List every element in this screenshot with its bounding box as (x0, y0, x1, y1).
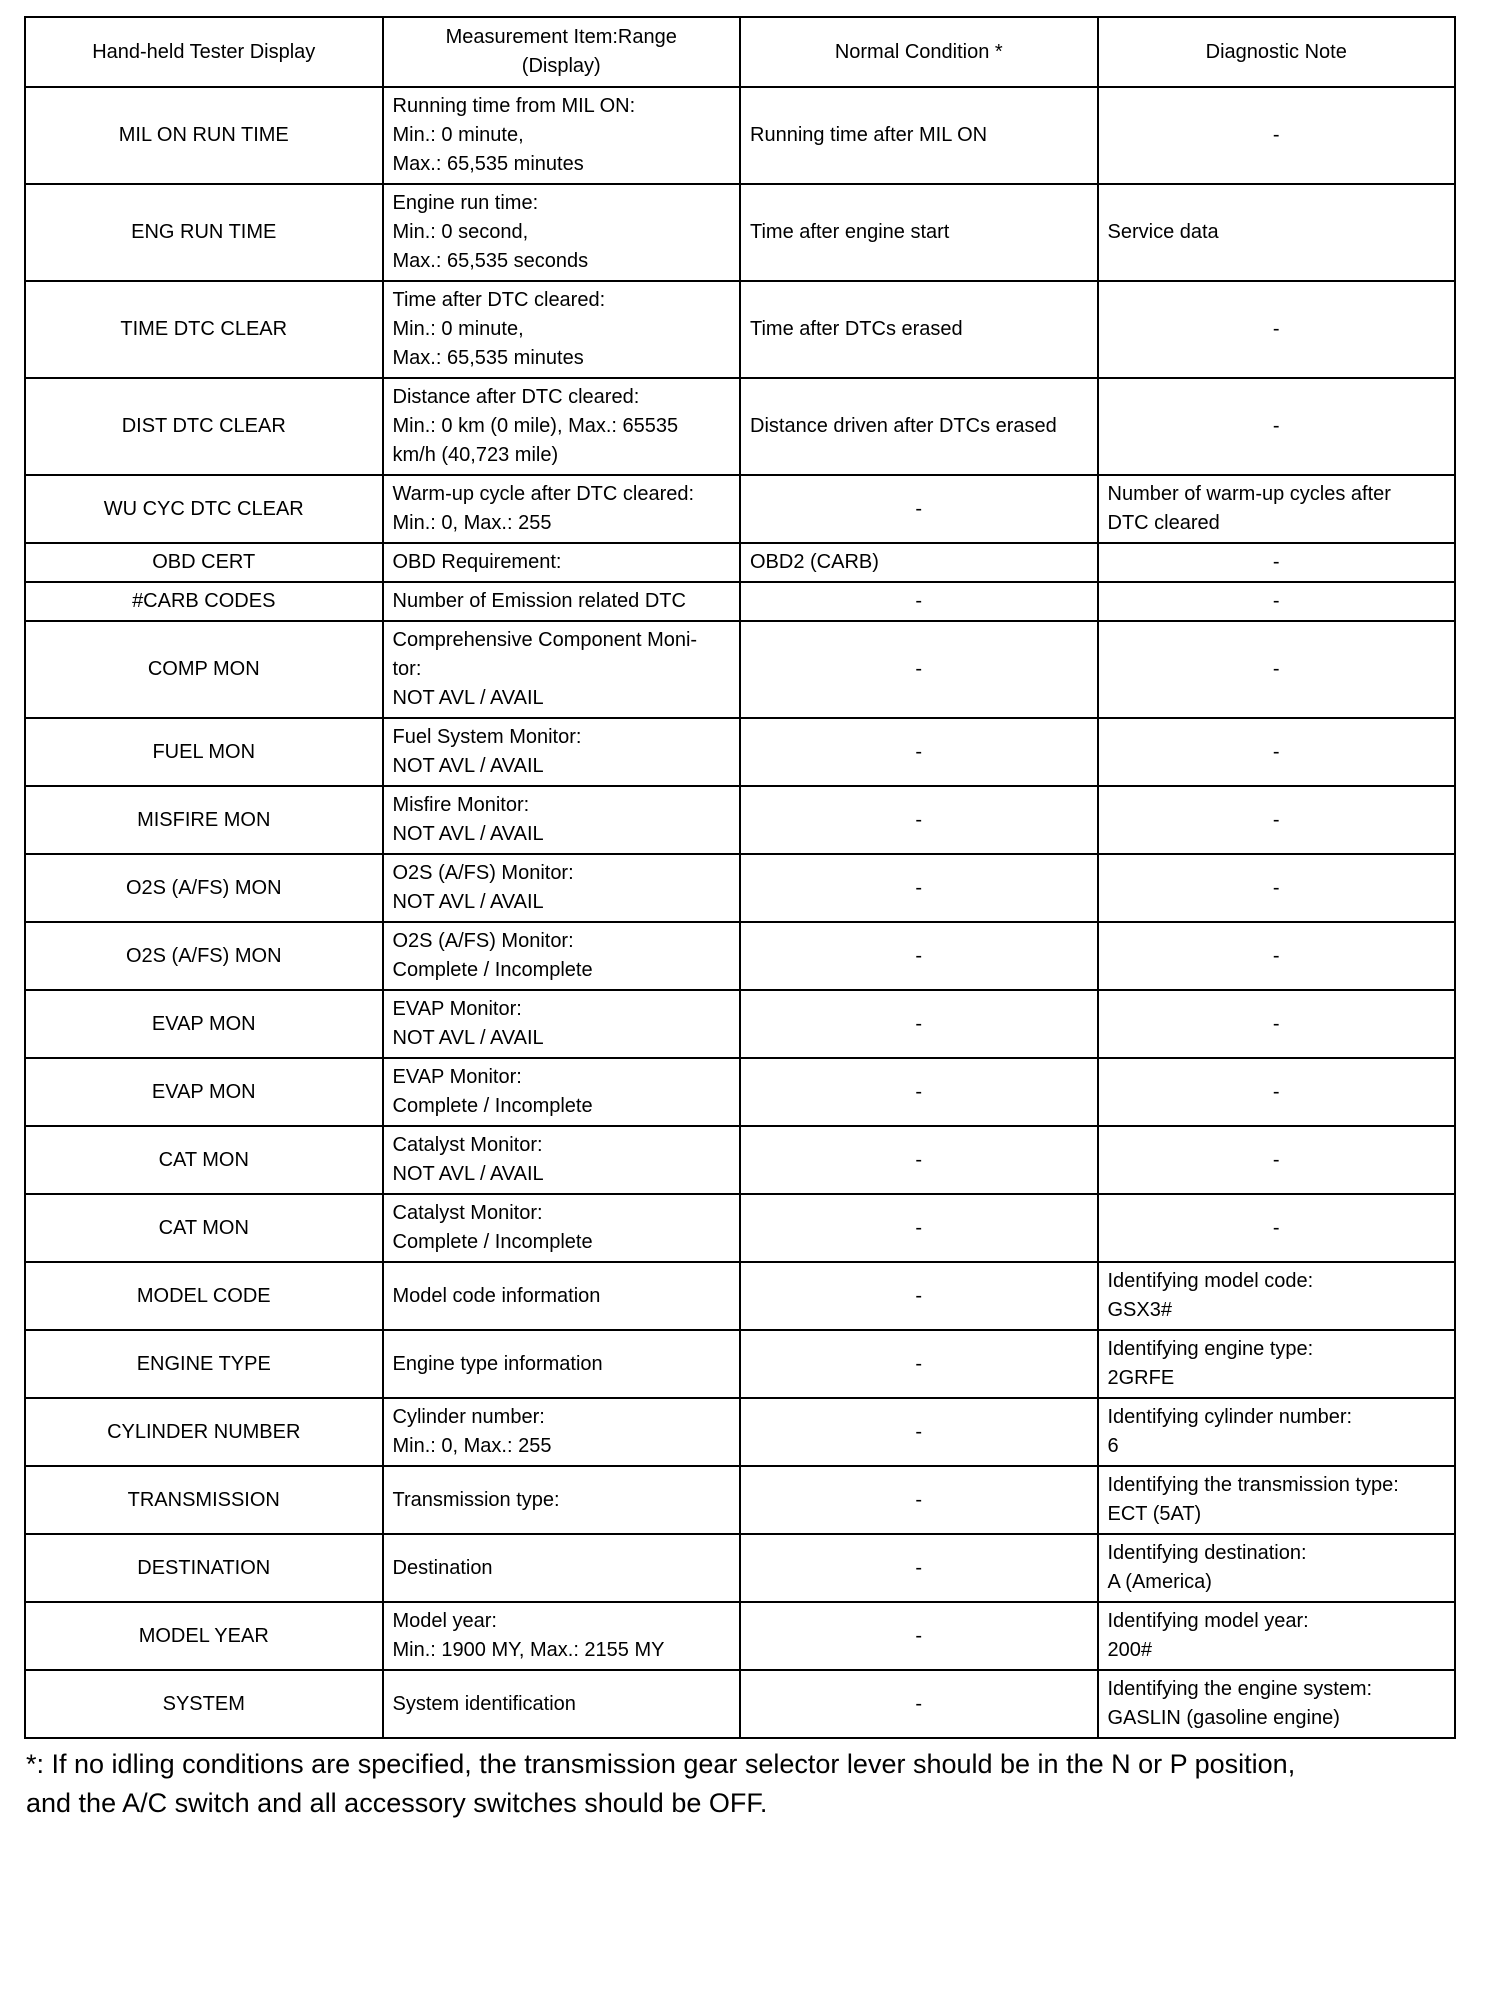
cell-tester-display-line: WU CYC DTC CLEAR (103, 497, 304, 520)
cell-normal-condition (740, 1670, 1098, 1738)
cell-normal-condition-line: OBD2 (CARB) (750, 551, 879, 573)
cell-normal-condition (740, 378, 1098, 475)
footnote-line-1: *: If no idling conditions are specified, the transmission gear selector lever should be in the N or P position, (26, 1749, 1296, 1779)
cell-measurement-range-line: EVAP Monitor: (392, 1066, 522, 1088)
cell-diagnostic-note-line: GASLIN (gasoline engine) (1107, 1707, 1340, 1729)
cell-measurement-range (383, 786, 741, 854)
header-measurement-range-line: Measurement Item:Range (445, 26, 677, 48)
table-row (25, 378, 1455, 475)
table-body (25, 87, 1455, 1738)
cell-diagnostic-note (1098, 1262, 1456, 1330)
cell-tester-display-line: EVAP MON (151, 1080, 256, 1103)
table-row (25, 621, 1455, 718)
cell-tester-display (25, 281, 383, 378)
cell-normal-condition-line: - (915, 1352, 923, 1375)
cell-tester-display-line: FUEL MON (152, 740, 256, 763)
cell-normal-condition-line: - (915, 658, 923, 680)
cell-normal-condition (740, 582, 1098, 621)
cell-diagnostic-note (1098, 854, 1456, 922)
cell-tester-display-line: DIST DTC CLEAR (121, 415, 286, 437)
cell-measurement-range-line: Misfire Monitor: (392, 794, 530, 816)
cell-tester-display-line: O2S (A/FS) MON (125, 944, 282, 967)
cell-tester-display-line: ENGINE TYPE (136, 1352, 271, 1375)
cell-diagnostic-note (1098, 475, 1456, 543)
cell-normal-condition-line: - (915, 1624, 923, 1647)
cell-tester-display (25, 543, 383, 582)
cell-tester-display (25, 582, 383, 621)
data-list-page (24, 16, 1456, 1823)
cell-diagnostic-note-line: Identifying model year: (1107, 1610, 1309, 1632)
table-row (25, 184, 1455, 281)
cell-measurement-range (383, 1194, 741, 1262)
cell-measurement-range (383, 543, 741, 582)
cell-diagnostic-note-line: - (1272, 318, 1280, 340)
cell-diagnostic-note (1098, 87, 1456, 184)
cell-measurement-range-line: Min.: 0, Max.: 255 (392, 512, 552, 534)
cell-tester-display-line: O2S (A/FS) MON (125, 876, 282, 899)
cell-measurement-range (383, 1534, 741, 1602)
header-normal-condition (740, 17, 1098, 87)
cell-measurement-range (383, 1262, 741, 1330)
cell-diagnostic-note-line: Identifying the transmission type: (1107, 1474, 1399, 1496)
cell-normal-condition (740, 718, 1098, 786)
cell-normal-condition (740, 1466, 1098, 1534)
cell-diagnostic-note (1098, 184, 1456, 281)
table-row (25, 1330, 1455, 1398)
header-measurement-range-line: (Display) (521, 55, 601, 77)
footnote (24, 1745, 1456, 1823)
cell-normal-condition-line: Distance driven after DTCs erased (750, 415, 1057, 437)
cell-tester-display-line: MODEL CODE (136, 1284, 271, 1307)
cell-measurement-range-line: tor: (392, 658, 422, 680)
cell-normal-condition-line: - (915, 876, 923, 899)
cell-tester-display (25, 1398, 383, 1466)
cell-tester-display-line: SYSTEM (162, 1692, 245, 1715)
cell-normal-condition (740, 786, 1098, 854)
table-row (25, 281, 1455, 378)
header-diagnostic-note (1098, 17, 1456, 87)
cell-tester-display-line: MISFIRE MON (137, 808, 271, 831)
cell-measurement-range-line: Engine run time: (392, 192, 539, 214)
cell-diagnostic-note-line: - (1272, 740, 1280, 763)
cell-measurement-range-line: NOT AVL / AVAIL (392, 823, 544, 845)
cell-diagnostic-note-line: 6 (1107, 1435, 1119, 1457)
cell-tester-display-line: COMP MON (147, 658, 260, 680)
cell-measurement-range (383, 854, 741, 922)
header-tester-display-label: Hand-held Tester Display (92, 40, 316, 63)
cell-tester-display (25, 1126, 383, 1194)
cell-measurement-range (383, 378, 741, 475)
cell-normal-condition-line: Running time after MIL ON (750, 124, 988, 146)
cell-diagnostic-note (1098, 718, 1456, 786)
cell-normal-condition (740, 1194, 1098, 1262)
cell-diagnostic-note-line: Identifying cylinder number: (1107, 1406, 1353, 1428)
cell-normal-condition (740, 543, 1098, 582)
table-row (25, 582, 1455, 621)
cell-measurement-range (383, 475, 741, 543)
table-row (25, 990, 1455, 1058)
cell-measurement-range-line: NOT AVL / AVAIL (392, 891, 544, 913)
cell-diagnostic-note (1098, 543, 1456, 582)
cell-normal-condition (740, 922, 1098, 990)
cell-diagnostic-note (1098, 1398, 1456, 1466)
cell-diagnostic-note-line: - (1272, 1148, 1280, 1171)
data-list-table (24, 16, 1456, 1739)
cell-diagnostic-note (1098, 1602, 1456, 1670)
cell-diagnostic-note-line: - (1272, 551, 1280, 573)
cell-measurement-range-line: Min.: 0 km (0 mile), Max.: 65535 (392, 415, 679, 437)
cell-normal-condition (740, 1534, 1098, 1602)
cell-diagnostic-note-line: Identifying the engine system: (1107, 1678, 1373, 1700)
cell-tester-display (25, 1602, 383, 1670)
cell-measurement-range-line: System identification (392, 1692, 576, 1715)
cell-measurement-range-line: Comprehensive Component Moni- (392, 629, 698, 651)
cell-measurement-range-line: Min.: 1900 MY, Max.: 2155 MY (392, 1639, 665, 1661)
cell-tester-display (25, 1466, 383, 1534)
cell-tester-display (25, 475, 383, 543)
header-measurement-range (383, 17, 741, 87)
cell-normal-condition-line: - (915, 1012, 923, 1035)
cell-normal-condition-line: - (915, 944, 923, 967)
cell-measurement-range-line: Distance after DTC cleared: (392, 386, 640, 408)
cell-normal-condition (740, 475, 1098, 543)
cell-measurement-range (383, 184, 741, 281)
cell-measurement-range-line: Running time from MIL ON: (392, 95, 636, 117)
table-row (25, 1466, 1455, 1534)
cell-measurement-range-line: Number of Emission related DTC (392, 590, 686, 612)
cell-diagnostic-note-line: ECT (5AT) (1107, 1503, 1202, 1525)
cell-normal-condition-line: - (915, 808, 923, 831)
cell-tester-display-line: MIL ON RUN TIME (118, 124, 289, 146)
cell-measurement-range (383, 621, 741, 718)
cell-diagnostic-note (1098, 1466, 1456, 1534)
cell-diagnostic-note (1098, 786, 1456, 854)
cell-measurement-range-line: Time after DTC cleared: (392, 289, 606, 311)
cell-normal-condition-line: - (915, 1692, 923, 1715)
cell-diagnostic-note-line: - (1272, 1012, 1280, 1035)
cell-tester-display-line: TIME DTC CLEAR (120, 318, 288, 340)
cell-diagnostic-note-line: 200# (1107, 1639, 1152, 1661)
cell-diagnostic-note-line: Identifying model code: (1107, 1270, 1314, 1292)
cell-normal-condition (740, 1398, 1098, 1466)
cell-normal-condition (740, 1602, 1098, 1670)
cell-normal-condition-line: Time after DTCs erased (750, 318, 963, 340)
cell-measurement-range (383, 1466, 741, 1534)
cell-measurement-range (383, 1670, 741, 1738)
cell-normal-condition-line: - (915, 590, 923, 612)
cell-normal-condition-line: - (915, 1216, 923, 1239)
cell-tester-display-line: OBD CERT (152, 551, 256, 573)
cell-diagnostic-note-line: Service data (1107, 221, 1219, 243)
table-row (25, 475, 1455, 543)
cell-normal-condition-line: - (915, 1148, 923, 1171)
cell-tester-display (25, 1330, 383, 1398)
cell-normal-condition-line: - (915, 1080, 923, 1103)
cell-tester-display (25, 854, 383, 922)
cell-measurement-range-line: Catalyst Monitor: (392, 1202, 543, 1224)
cell-measurement-range-line: Max.: 65,535 minutes (392, 153, 584, 175)
cell-diagnostic-note-line: - (1272, 590, 1280, 612)
cell-measurement-range (383, 281, 741, 378)
cell-measurement-range (383, 1058, 741, 1126)
cell-diagnostic-note-line: - (1272, 1216, 1280, 1239)
cell-diagnostic-note-line: - (1272, 944, 1280, 967)
cell-normal-condition (740, 281, 1098, 378)
cell-diagnostic-note (1098, 1126, 1456, 1194)
cell-tester-display-line: CAT MON (158, 1216, 249, 1239)
cell-tester-display (25, 87, 383, 184)
cell-normal-condition (740, 990, 1098, 1058)
cell-tester-display-line: DESTINATION (137, 1556, 271, 1579)
cell-diagnostic-note-line: - (1272, 808, 1280, 831)
cell-measurement-range-line: Transmission type: (392, 1488, 560, 1511)
cell-tester-display (25, 718, 383, 786)
cell-measurement-range-line: OBD Requirement: (392, 551, 562, 573)
cell-diagnostic-note (1098, 1330, 1456, 1398)
cell-measurement-range-line: Model code information (392, 1284, 601, 1307)
cell-tester-display-line: #CARB CODES (132, 590, 276, 612)
cell-tester-display (25, 1534, 383, 1602)
cell-tester-display (25, 184, 383, 281)
cell-measurement-range-line: Warm-up cycle after DTC cleared: (392, 483, 695, 505)
table-header-row (25, 17, 1455, 87)
cell-normal-condition (740, 621, 1098, 718)
table-row (25, 1194, 1455, 1262)
cell-measurement-range-line: Complete / Incomplete (392, 1231, 593, 1253)
cell-measurement-range-line: Min.: 0 second, (392, 221, 529, 243)
cell-normal-condition (740, 1126, 1098, 1194)
cell-measurement-range (383, 1602, 741, 1670)
cell-tester-display (25, 1670, 383, 1738)
cell-normal-condition-line: - (915, 1284, 923, 1307)
cell-tester-display (25, 1058, 383, 1126)
cell-diagnostic-note (1098, 1670, 1456, 1738)
table-row (25, 854, 1455, 922)
cell-diagnostic-note-line: A (America) (1107, 1571, 1212, 1593)
cell-measurement-range-line: Max.: 65,535 minutes (392, 347, 584, 369)
cell-tester-display (25, 786, 383, 854)
cell-diagnostic-note (1098, 1534, 1456, 1602)
cell-normal-condition (740, 1330, 1098, 1398)
cell-measurement-range (383, 718, 741, 786)
cell-tester-display (25, 922, 383, 990)
header-diagnostic-note-label: Diagnostic Note (1205, 40, 1347, 63)
cell-diagnostic-note-line: - (1272, 124, 1280, 146)
cell-tester-display (25, 621, 383, 718)
table-row (25, 1126, 1455, 1194)
cell-diagnostic-note-line: Identifying engine type: (1107, 1338, 1314, 1360)
table-row (25, 786, 1455, 854)
cell-diagnostic-note (1098, 1058, 1456, 1126)
cell-measurement-range-line: Model year: (392, 1610, 497, 1632)
cell-normal-condition-line: - (915, 1488, 923, 1511)
cell-tester-display-line: CYLINDER NUMBER (107, 1420, 301, 1443)
cell-diagnostic-note (1098, 582, 1456, 621)
table-row (25, 1670, 1455, 1738)
table-row (25, 1262, 1455, 1330)
cell-measurement-range-line: Min.: 0 minute, (392, 124, 524, 146)
table-row (25, 87, 1455, 184)
cell-measurement-range (383, 1126, 741, 1194)
cell-diagnostic-note-line: - (1272, 876, 1280, 899)
cell-measurement-range-line: Max.: 65,535 seconds (392, 250, 589, 272)
cell-measurement-range-line: Complete / Incomplete (392, 1095, 593, 1117)
cell-normal-condition (740, 184, 1098, 281)
cell-normal-condition-line: - (915, 1556, 923, 1579)
cell-measurement-range (383, 922, 741, 990)
cell-diagnostic-note (1098, 621, 1456, 718)
cell-measurement-range-line: O2S (A/FS) Monitor: (392, 930, 574, 952)
cell-diagnostic-note (1098, 281, 1456, 378)
header-normal-condition-label: Normal Condition * (834, 40, 1003, 63)
cell-tester-display-line: EVAP MON (151, 1012, 256, 1035)
cell-normal-condition (740, 854, 1098, 922)
cell-measurement-range (383, 1398, 741, 1466)
cell-tester-display (25, 1262, 383, 1330)
cell-tester-display-line: CAT MON (158, 1148, 249, 1171)
cell-measurement-range-line: Cylinder number: (392, 1406, 545, 1428)
cell-diagnostic-note-line: Identifying destination: (1107, 1542, 1307, 1564)
cell-measurement-range-line: Destination (392, 1556, 493, 1579)
cell-tester-display (25, 990, 383, 1058)
cell-diagnostic-note-line: - (1272, 415, 1280, 437)
cell-measurement-range-line: Fuel System Monitor: (392, 726, 582, 748)
cell-tester-display-line: MODEL YEAR (138, 1624, 269, 1647)
cell-normal-condition-line: - (915, 1420, 923, 1443)
cell-diagnostic-note (1098, 990, 1456, 1058)
cell-measurement-range (383, 87, 741, 184)
cell-normal-condition-line: - (915, 740, 923, 763)
cell-normal-condition (740, 1058, 1098, 1126)
table-row (25, 922, 1455, 990)
cell-diagnostic-note-line: DTC cleared (1107, 512, 1220, 534)
cell-diagnostic-note-line: - (1272, 1080, 1280, 1103)
table-row (25, 718, 1455, 786)
table-row (25, 543, 1455, 582)
cell-measurement-range-line: NOT AVL / AVAIL (392, 755, 544, 777)
cell-measurement-range-line: Min.: 0 minute, (392, 318, 524, 340)
table-row (25, 1398, 1455, 1466)
cell-diagnostic-note (1098, 922, 1456, 990)
cell-normal-condition-line: Time after engine start (750, 221, 950, 243)
cell-diagnostic-note (1098, 378, 1456, 475)
cell-measurement-range-line: km/h (40,723 mile) (392, 444, 559, 466)
cell-diagnostic-note-line: 2GRFE (1107, 1367, 1175, 1389)
footnote-line-2: and the A/C switch and all accessory switches should be OFF. (26, 1788, 768, 1818)
cell-measurement-range (383, 582, 741, 621)
cell-measurement-range (383, 1330, 741, 1398)
cell-measurement-range-line: NOT AVL / AVAIL (392, 1163, 544, 1185)
table-row (25, 1058, 1455, 1126)
cell-tester-display (25, 1194, 383, 1262)
cell-measurement-range-line: Catalyst Monitor: (392, 1134, 543, 1156)
cell-tester-display-line: ENG RUN TIME (131, 221, 277, 243)
cell-measurement-range-line: Complete / Incomplete (392, 959, 593, 981)
cell-diagnostic-note-line: - (1272, 658, 1280, 680)
cell-measurement-range-line: O2S (A/FS) Monitor: (392, 862, 574, 884)
cell-measurement-range-line: EVAP Monitor: (392, 998, 522, 1020)
cell-diagnostic-note-line: GSX3# (1107, 1299, 1172, 1321)
cell-tester-display (25, 378, 383, 475)
cell-diagnostic-note (1098, 1194, 1456, 1262)
cell-normal-condition (740, 1262, 1098, 1330)
cell-measurement-range (383, 990, 741, 1058)
cell-measurement-range-line: NOT AVL / AVAIL (392, 687, 544, 709)
table-row (25, 1534, 1455, 1602)
cell-diagnostic-note-line: Number of warm-up cycles after (1107, 483, 1391, 505)
cell-measurement-range-line: Engine type information (392, 1352, 603, 1375)
table-row (25, 1602, 1455, 1670)
cell-measurement-range-line: Min.: 0, Max.: 255 (392, 1435, 552, 1457)
cell-normal-condition (740, 87, 1098, 184)
header-tester-display (25, 17, 383, 87)
cell-normal-condition-line: - (915, 497, 923, 520)
cell-measurement-range-line: NOT AVL / AVAIL (392, 1027, 544, 1049)
cell-tester-display-line: TRANSMISSION (127, 1488, 280, 1511)
